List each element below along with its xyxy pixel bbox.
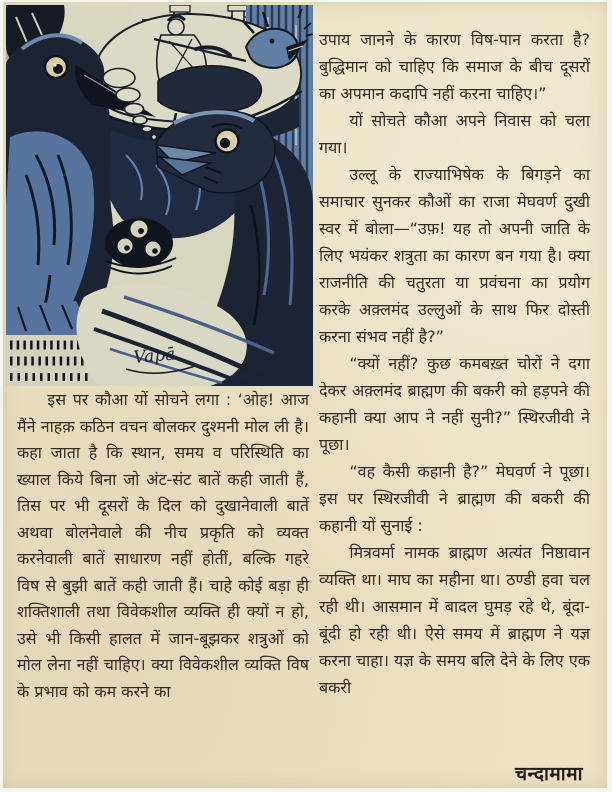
paragraph: “क्यों नहीं? कुछ कमबख़्त चोरों ने दगा देकर अक़्लमंद ब्राह्मण की बकरी को हड़पने की कहानी क्या आप ने नहीं सुनी?” स्थिरजीवी ने पूछा। — [319, 354, 590, 454]
paragraph-continuation: उपाय जानने के कारण विष-पान करता है? बुद्धिमान को चाहिए कि समाज के बीच दूसरों का अपमान कदापि नहीं करना चाहिए।” — [319, 30, 590, 103]
magazine-page — [3, 2, 607, 788]
paragraph: उल्लू के राज्याभिषेक के बिगड़ने का समाचार सुनकर कौओं का राजा मेघवर्ण दुखी स्वर में बोला—“उफ़! यह तो अपनी जाति के लिए भयंकर शत्रुता का कारण बन गया है। क्या राजनीति की चतुरता या प्रवंचना का प्रयोग करके अक़्लमंद उल्लुओं के साथ फिर दोस्ती करना संभव नहीं है?” — [319, 165, 590, 346]
paragraph: “वह कैसी कहानी है?” मेघवर्ण ने पूछा। इस पर स्थिरजीवी ने ब्राह्मण की बकरी की कहानी यों सुनाई : — [319, 462, 590, 535]
paragraph: मित्रवर्मा नामक ब्राह्मण अत्यंत निष्ठावान व्यक्ति था। माघ का महीना था। ठण्डी हवा चल रही थी। आसमान में बादल घुमड़ रहे थे, बूंदा-बूंदी हो रही थी। ऐसे समय में ब्राह्मण ने यज्ञ करना चाहा। यज्ञ के समय बलि देने के लिए एक बकरी — [319, 543, 590, 697]
right-text-column — [319, 26, 590, 701]
signature-text: Vapā — [132, 344, 177, 368]
goat-eye — [270, 39, 275, 44]
paragraph: इस पर कौआ यों सोचने लगा : ‘ओह! आज मैंने नाहक़ कठिन वचन बोलकर दुश्मनी मोल ली है। कहा जाता है कि स्थान, समय व परिस्थिति का ख्याल किये बिना जो अंट-संट बातें कही जाती हैं, तिस पर भी दूसरों के दिल को दुखानेवाली बातें अथवा बोलनेवाले की नीच प्रकृति को व्यक्त करनेवाली बातें साधारण नहीं होतीं, बल्कि गहरे विष से बुझी बातें कही जाती हैं। चाहे कोई बड़ा ही शक्तिशाली तथा विवेकशील व्यक्ति ही क्यों न हो, उसे भी किसी हालत में जान-बूझकर शत्रुओं को मोल लेना नहीं चाहिए। क्या विवेकशील व्यक्ति विष के प्रभाव को कम करने का — [17, 390, 309, 701]
left-text-column — [17, 387, 309, 705]
magazine-title: चन्दामामा — [514, 763, 583, 785]
illustration-svg — [6, 5, 313, 386]
paragraph: यों सोचते कौआ अपने निवास को चला गया। — [319, 111, 590, 157]
crow-story-illustration — [6, 5, 313, 386]
